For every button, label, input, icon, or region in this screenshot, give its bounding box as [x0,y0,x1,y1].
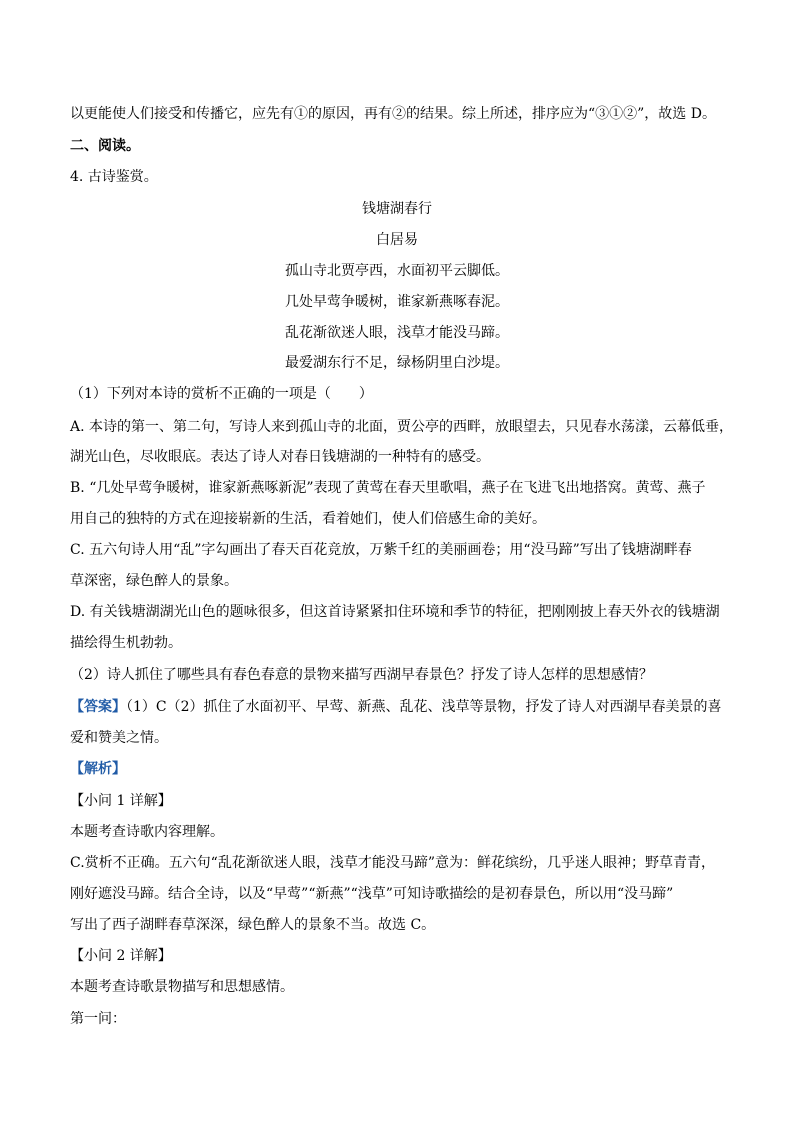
answer-text: （1）C（2）抓住了水面初平、早莺、新燕、乱花、浅草等景物，抒发了诗人对西湖早春美景的喜 [126,699,722,715]
option-b-cont: 用自己的独特的方式在迎接崭新的生活，看着她们，使人们倍感生命的美好。 [70,511,546,527]
option-c-cont: 草深密，绿色醉人的景象。 [70,573,238,589]
poem-line: 孤山寺北贾亭西，水面初平云脚低。 [285,263,509,279]
sub1-heading: 【小问 1 详解】 [70,793,172,809]
section-heading: 二、阅读。 [70,138,140,154]
sub-question-2: （2）诗人抓住了哪些具有春色春意的景物来描写西湖早春景色？抒发了诗人怎样的思想感情？ [70,667,653,683]
question-heading: 4. 古诗鉴赏。 [70,169,158,185]
option-d-cont: 描绘得生机勃勃。 [70,635,182,651]
poem-line: 乱花渐欲迷人眼，浅草才能没马蹄。 [285,325,509,341]
sub1-text: 刚好遮没马蹄。结合全诗，以及“早莺”“新燕”“浅草”可知诗歌描绘的是初春景色，所以用“没马蹄” [70,886,674,902]
option-d: D. 有关钱塘湖湖光山色的题咏很多，但这首诗紧紧扣住环境和季节的特征，把刚刚披上春天外衣的钱塘湖 [70,604,720,620]
sub1-text: 写出了西子湖畔春草深深，绿色醉人的景象不当。故选 C。 [70,917,436,933]
poem-author: 白居易 [376,232,418,248]
poem-title: 钱塘湖春行 [362,201,432,217]
poem-line: 几处早莺争暖树，谁家新燕啄春泥。 [285,294,509,310]
sub2-text: 第一问： [70,1011,126,1027]
analysis-label: 【解析】 [70,761,126,777]
option-a: A. 本诗的第一、第二句，写诗人来到孤山寺的北面，贾公亭的西畔，放眼望去，只见春水荡漾，云幕低垂， [70,419,734,435]
answer-line [70,698,722,716]
sub-question-1: （1）下列对本诗的赏析不正确的一项是（ ） [70,386,373,402]
sub1-text: 本题考查诗歌内容理解。 [70,824,224,840]
text-line: 以更能使人们接受和传播它，应先有①的原因，再有②的结果。综上所述，排序应为“③①②”，故选 D。 [70,106,716,122]
poem-line: 最爱湖东行不足，绿杨阴里白沙堤。 [285,355,509,371]
answer-label: 【答案】 [70,699,126,715]
option-b: B. “几处早莺争暖树，谁家新燕啄新泥”表现了黄莺在春天里歌唱，燕子在飞进飞出地搭窝。黄莺、燕子 [70,480,706,496]
sub2-text: 本题考查诗歌景物描写和思想感情。 [70,979,294,995]
option-a-cont: 湖光山色，尽收眼底。表达了诗人对春日钱塘湖的一种特有的感受。 [70,449,490,465]
answer-cont: 爱和赞美之情。 [70,730,168,746]
sub2-heading: 【小问 2 详解】 [70,948,172,964]
sub1-text: C.赏析不正确。五六句“乱花渐欲迷人眼，浅草才能没马蹄”意为：鲜花缤纷，几乎迷人眼神；野草青青， [70,855,715,871]
option-c: C. 五六句诗人用“乱”字勾画出了春天百花竞放，万紫千红的美丽画卷；用“没马蹄”写出了钱塘湖畔春 [70,542,692,558]
